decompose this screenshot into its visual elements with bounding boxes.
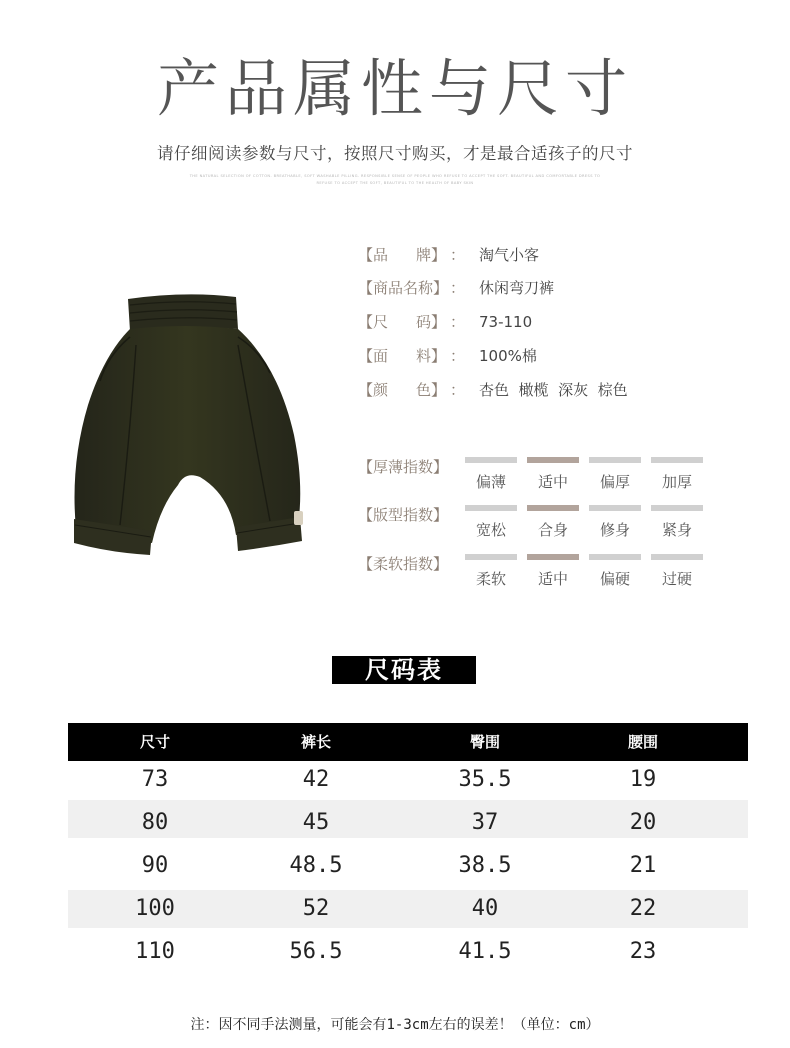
index-softness-option: 柔软	[475, 570, 506, 588]
index-softness-bar-selected	[527, 554, 579, 560]
index-softness-bar	[651, 554, 703, 560]
table-cell: 45	[302, 810, 330, 835]
attr-product-name-label: 【商品名称】	[358, 279, 449, 297]
fine-print-line-2: REFUSE TO ACCEPT THE SOFT, BEAUTIFUL TO THE HEALTH OF BABY SKIN	[316, 181, 474, 185]
size-table-header-size: 尺寸	[139, 733, 170, 751]
index-thickness-label: 【厚薄指数】	[358, 458, 449, 476]
table-cell: 48.5	[289, 853, 343, 878]
index-thickness-option: 偏薄	[475, 473, 506, 491]
attr-colon: ：	[450, 347, 466, 365]
index-fit-option: 合身	[537, 521, 568, 539]
index-fit-option: 宽松	[475, 521, 506, 539]
attr-product-name	[358, 277, 554, 299]
table-cell: 73	[141, 767, 169, 792]
table-cell: 38.5	[458, 853, 512, 878]
index-thickness-option: 适中	[537, 473, 568, 491]
measurement-note: 注：因不同手法测量，可能会有1-3cm左右的误差！（单位：cm）	[190, 1017, 600, 1033]
index-softness-option: 过硬	[661, 570, 692, 588]
attr-brand-label-a: 【品	[358, 246, 389, 264]
attr-size	[358, 311, 532, 333]
index-fit-bar	[589, 505, 641, 511]
fine-print-line-1: THE NATURAL SELECTION OF COTTON. BREATHABLE, SOFT WASHABLE PILLING. RESPONSIBLE SENSE OF PEOPLE WHO REFUSE TO ACCEPT THE SOFT. BEAUTIFUL AND COMFORTABLE DRESS TO	[189, 174, 601, 178]
index-softness-bar	[589, 554, 641, 560]
attr-size-label-b: 码】	[416, 313, 447, 331]
attr-fabric-label-a: 【面	[358, 347, 389, 365]
table-cell: 21	[629, 853, 657, 878]
attr-size-label-a: 【尺	[358, 313, 389, 331]
table-cell: 42	[302, 767, 330, 792]
attr-color-label-a: 【颜	[358, 381, 389, 399]
pants-illustration	[60, 285, 320, 575]
table-cell: 52	[302, 896, 330, 921]
attr-fabric-label	[358, 345, 450, 367]
index-softness-option: 适中	[537, 570, 568, 588]
index-thickness-bar	[651, 457, 703, 463]
index-fit-bar	[651, 505, 703, 511]
index-fit-option: 紧身	[661, 521, 692, 539]
index-thickness-option: 偏厚	[599, 473, 630, 491]
attr-fabric-value: 100%棉	[479, 347, 537, 365]
index-thickness-bar	[589, 457, 641, 463]
index-softness-bar	[465, 554, 517, 560]
page-subtitle: 请仔细阅读参数与尺寸，按照尺寸购买，才是最合适孩子的尺寸	[157, 144, 633, 163]
table-cell: 56.5	[289, 939, 343, 964]
table-cell: 19	[629, 767, 657, 792]
size-table-title: 尺码表	[332, 656, 476, 684]
size-table-header-hip: 臀围	[469, 733, 500, 751]
attr-brand-value: 淘气小客	[479, 246, 540, 264]
attr-colon: ：	[450, 279, 466, 297]
attr-color-label-b: 色】	[416, 381, 447, 399]
index-fit-bar-selected	[527, 505, 579, 511]
size-table-header-waist: 腰围	[627, 733, 658, 751]
attr-colon: ：	[450, 381, 466, 399]
attr-colon: ：	[450, 246, 466, 264]
page-title: 产品属性与尺寸	[156, 52, 633, 125]
table-cell: 20	[629, 810, 657, 835]
index-softness-label: 【柔软指数】	[358, 555, 449, 573]
table-cell: 35.5	[458, 767, 512, 792]
table-cell: 40	[471, 896, 499, 921]
attr-brand	[358, 244, 539, 266]
attr-color-label	[358, 379, 450, 401]
index-softness-option: 偏硬	[599, 570, 630, 588]
table-cell: 110	[135, 939, 175, 964]
attr-size-value: 73-110	[479, 313, 533, 331]
index-thickness-bar-selected	[527, 457, 579, 463]
attr-product-name-value: 休闲弯刀裤	[479, 279, 555, 297]
attr-brand-label	[358, 244, 450, 266]
index-thickness-option: 加厚	[661, 473, 692, 491]
table-cell: 23	[629, 939, 657, 964]
table-cell: 100	[135, 896, 175, 921]
index-fit-option: 修身	[599, 521, 630, 539]
attr-color-value: 杏色 橄榄 深灰 棕色	[479, 381, 628, 399]
attr-colon: ：	[450, 313, 466, 331]
index-thickness-bar	[465, 457, 517, 463]
table-cell: 80	[141, 810, 169, 835]
table-cell: 37	[471, 810, 499, 835]
attr-color	[358, 379, 628, 401]
attr-fabric-label-b: 料】	[416, 347, 447, 365]
attr-brand-label-b: 牌】	[416, 246, 447, 264]
attr-size-label	[358, 311, 450, 333]
index-fit-bar	[465, 505, 517, 511]
table-cell: 41.5	[458, 939, 512, 964]
size-table-header-length: 裤长	[300, 733, 331, 751]
table-cell: 22	[629, 896, 657, 921]
product-image	[60, 285, 320, 575]
table-cell: 90	[141, 853, 169, 878]
attr-fabric	[358, 345, 537, 367]
index-fit-label: 【版型指数】	[358, 506, 449, 524]
